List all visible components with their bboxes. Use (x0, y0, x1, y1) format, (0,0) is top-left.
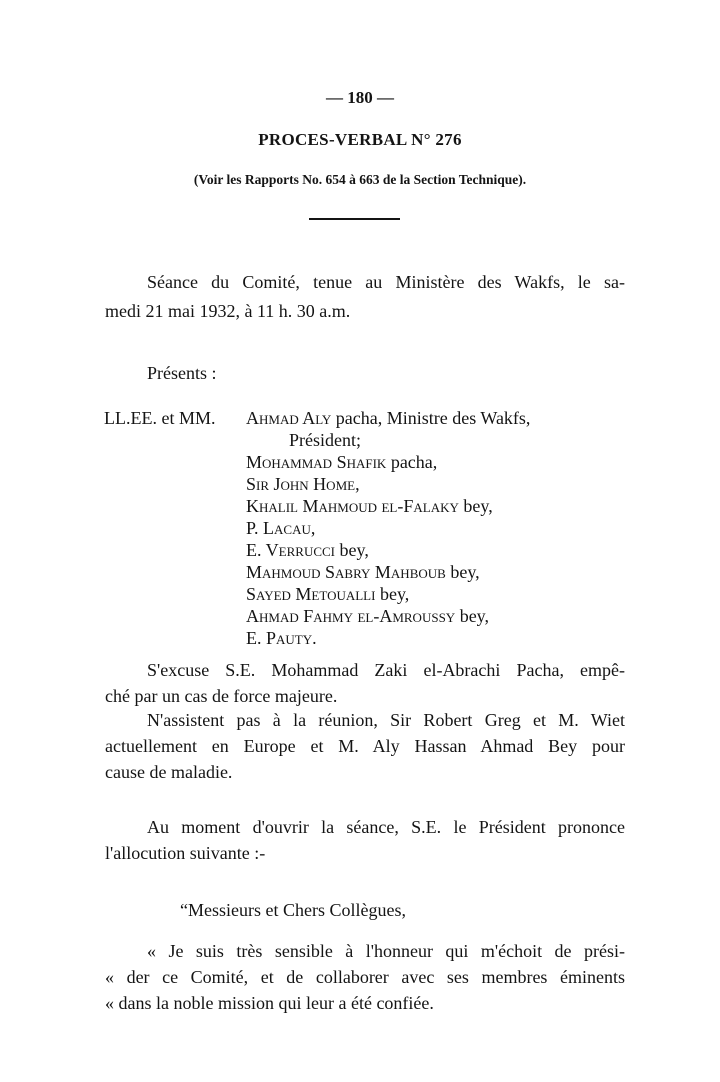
member-line: Mahmoud Sabry Mahboub bey, (246, 562, 480, 582)
absents-line-1: N'assistent pas à la réunion, Sir Robert Greg et M. Wiet (147, 710, 625, 730)
page-number: — 180 — (326, 88, 394, 107)
quote-line-3: « dans la noble mission qui leur a été confiée. (105, 993, 434, 1013)
excuse-line-1: S'excuse S.E. Mohammad Zaki el-Abrachi Pacha, empê- (147, 660, 625, 680)
quote-line-1: « Je suis très sensible à l'honneur qui m'échoit de prési- (147, 941, 625, 961)
absents-line-3: cause de maladie. (105, 762, 233, 782)
salutation: “Messieurs et Chers Collègues, (180, 900, 406, 920)
member-line: Mohammad Shafik pacha, (246, 452, 438, 472)
member-line: Sir John Home, (246, 474, 360, 494)
member-line: Ahmad Aly pacha, Ministre des Wakfs, (246, 408, 531, 428)
member-line: E. Pauty. (246, 628, 317, 648)
opening-line-2: l'allocution suivante :- (105, 843, 266, 863)
opening-line-1: Au moment d'ouvrir la séance, S.E. le Président prononce (147, 817, 625, 837)
excuse-line-2: ché par un cas de force majeure. (105, 686, 338, 706)
presents-label: Présents : (147, 363, 217, 383)
member-line: E. Verrucci bey, (246, 540, 369, 560)
member-line: P. Lacau, (246, 518, 316, 538)
seance-line-2: medi 21 mai 1932, à 11 h. 30 a.m. (105, 301, 351, 321)
title-divider (309, 218, 400, 220)
page-title: PROCES-VERBAL N° 276 (258, 130, 462, 149)
members-label: LL.EE. et MM. (104, 408, 216, 428)
member-line: Khalil Mahmoud el-Falaky bey, (246, 496, 493, 516)
member-line: Sayed Metoualli bey, (246, 584, 410, 604)
member-line: Ahmad Fahmy el-Amroussy bey, (246, 606, 490, 626)
subtitle: (Voir les Rapports No. 654 à 663 de la Section Technique). (193, 172, 527, 187)
absents-line-2: actuellement en Europe et M. Aly Hassan Ahmad Bey pour (105, 736, 625, 756)
quote-line-2: « der ce Comité, et de collaborer avec ses membres éminents (105, 967, 625, 987)
member-line: Président; (289, 430, 361, 450)
seance-line-1: Séance du Comité, tenue au Ministère des Wakfs, le sa- (147, 272, 625, 292)
